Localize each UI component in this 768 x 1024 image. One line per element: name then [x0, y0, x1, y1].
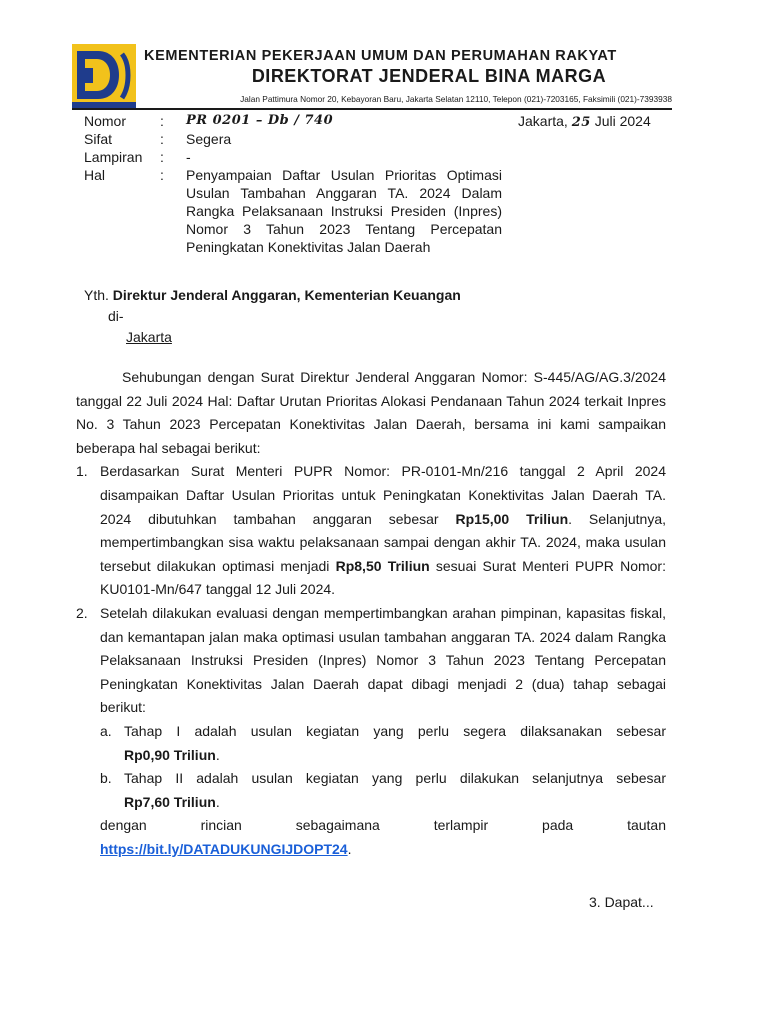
- letterhead-rule: [72, 108, 672, 110]
- item1-text-c: sesuai Surat Menteri PUPR Nomor: KU0101-Mn/647 tanggal 12 Juli 2024.: [100, 557, 666, 598]
- item1-text-a: Berdasarkan Surat Menteri PUPR Nomor: PR-0101-Mn/216 tanggal 2 April 2024 disampaikan Daftar Usulan Prioritas untuk Peningkatan Konektivitas Jalan Daerah TA. 2024 dibutuhkan tambahan anggaran sebesar: [100, 463, 666, 527]
- hal-line: Penyampaian Daftar Usulan Prioritas Optimasi: [186, 167, 502, 183]
- office-address: Jalan Pattimura Nomor 20, Kebayoran Baru, Jakarta Selatan 12110, Telepon (021)-7203165, Faksimili (021)-7393938: [240, 94, 672, 104]
- meta-colon: :: [160, 113, 164, 129]
- period: .: [215, 746, 220, 763]
- hal-line: Rangka Pelaksanaan Instruksi Presiden (Inpres): [186, 203, 502, 219]
- letterhead: [72, 44, 672, 108]
- meta-sifat: [84, 130, 502, 148]
- list-item-1-text: [100, 460, 666, 602]
- addressee-name: Direktur Jenderal Anggaran, Kementerian Keuangan: [112, 287, 461, 303]
- hal-value: [186, 166, 502, 256]
- addressee-line: [84, 286, 461, 304]
- letter-body: [76, 366, 666, 861]
- place-date: [518, 112, 651, 132]
- amount-7-6-trillion: Rp7,60 Triliun: [124, 793, 216, 810]
- meta-colon: :: [160, 167, 164, 183]
- nomor-label: Nomor: [84, 113, 127, 129]
- intro-paragraph: Sehubungan dengan Surat Direktur Jenderal Anggaran Nomor: S-445/AG/AG.3/2024 tanggal 22 Juli 2024 Hal: Daftar Urutan Prioritas Alokasi Pendanaan Tahun 2024 terkait Inpres No. 3 Tahun 2023 Percepatan Konektivitas Jalan Daerah, bersama ini kami sampaikan beberapa hal sebagai berikut:: [76, 369, 666, 456]
- ministry-name: KEMENTERIAN PEKERJAAN UMUM DAN PERUMAHAN RAKYAT: [144, 48, 617, 64]
- amount-0-9-trillion: Rp0,90 Triliun: [124, 746, 216, 763]
- hal-line: Peningkatan Konektivitas Jalan Daerah: [186, 239, 431, 255]
- data-link[interactable]: https://bit.ly/DATADUKUNGIJDOPT24: [100, 840, 348, 857]
- addressee: [84, 286, 461, 346]
- lampiran-label: Lampiran: [84, 149, 143, 165]
- item1-text-b: . Selanjutnya, mempertimbangkan sisa waktu pelaksanaan sampai dengan akhir TA. 2024, maka usulan tersebut dilakukan optimasi menjadi: [100, 510, 666, 574]
- list-number: 1.: [76, 463, 88, 480]
- attachment-note: [76, 814, 666, 861]
- date-month-year: Juli 2024: [594, 113, 651, 129]
- date-day: 25: [571, 115, 591, 130]
- amount-8-5-trillion: Rp8,50 Triliun: [335, 557, 430, 574]
- list-item-1: [76, 460, 666, 602]
- period: .: [347, 840, 352, 857]
- addressee-city-line: [84, 328, 461, 346]
- list-number: 2.: [76, 604, 88, 621]
- hal-label: Hal: [84, 167, 106, 183]
- nomor-value: PR 0201 – Db / 740: [186, 113, 334, 128]
- attachment-text: dengan rincian sebagaimana terlampir pada tautan: [100, 817, 666, 834]
- addressee-di: di-: [108, 308, 124, 324]
- place-city: Jakarta,: [518, 113, 568, 129]
- sub-item-a-text: Tahap I adalah usulan kegiatan yang perlu segera dilaksanakan sebesar: [124, 722, 666, 739]
- list-item-2-text: Setelah dilakukan evaluasi dengan mempertimbangkan arahan pimpinan, kapasitas fiskal, dan kemantapan jalan maka optimasi usulan tambahan anggaran TA. 2024 dalam Rangka Pelaksanaan Instruksi Presiden (Inpres) Nomor 3 Tahun 2023 Tentang Percepatan Peningkatan Konektivitas Jalan Daerah dapat dibagi menjadi 2 (dua) tahap sebagai berikut:: [100, 604, 666, 716]
- pupr-logo-icon: [72, 44, 136, 108]
- meta-hal: [84, 166, 502, 256]
- sub-item-letter: b.: [100, 770, 112, 787]
- sifat-value: Segera: [186, 131, 232, 147]
- letter-meta: [84, 112, 502, 256]
- sub-item-a: [76, 720, 666, 767]
- period: .: [215, 793, 220, 810]
- addressee-city: Jakarta: [126, 329, 172, 345]
- meta-colon: :: [160, 149, 164, 165]
- sub-item-b-text: Tahap II adalah usulan kegiatan yang perlu dilakukan selanjutnya sebesar: [124, 770, 666, 787]
- page-continuation: 3. Dapat...: [589, 894, 654, 910]
- sub-item-letter: a.: [100, 722, 112, 739]
- amount-15-trillion: Rp15,00 Triliun: [455, 510, 569, 527]
- sub-item-b: [76, 767, 666, 814]
- directorate-name: DIREKTORAT JENDERAL BINA MARGA: [251, 66, 607, 86]
- yth-label: Yth.: [84, 287, 109, 303]
- meta-lampiran: [84, 148, 502, 166]
- meta-nomor: [84, 112, 502, 130]
- meta-colon: :: [160, 131, 164, 147]
- hal-line: Nomor 3 Tahun 2023 Tentang Percepatan: [186, 221, 502, 237]
- hal-line: Usulan Tambahan Anggaran TA. 2024 Dalam: [186, 185, 502, 201]
- list-item-2: [76, 602, 666, 720]
- lampiran-value: -: [186, 149, 191, 165]
- sifat-label: Sifat: [84, 131, 113, 147]
